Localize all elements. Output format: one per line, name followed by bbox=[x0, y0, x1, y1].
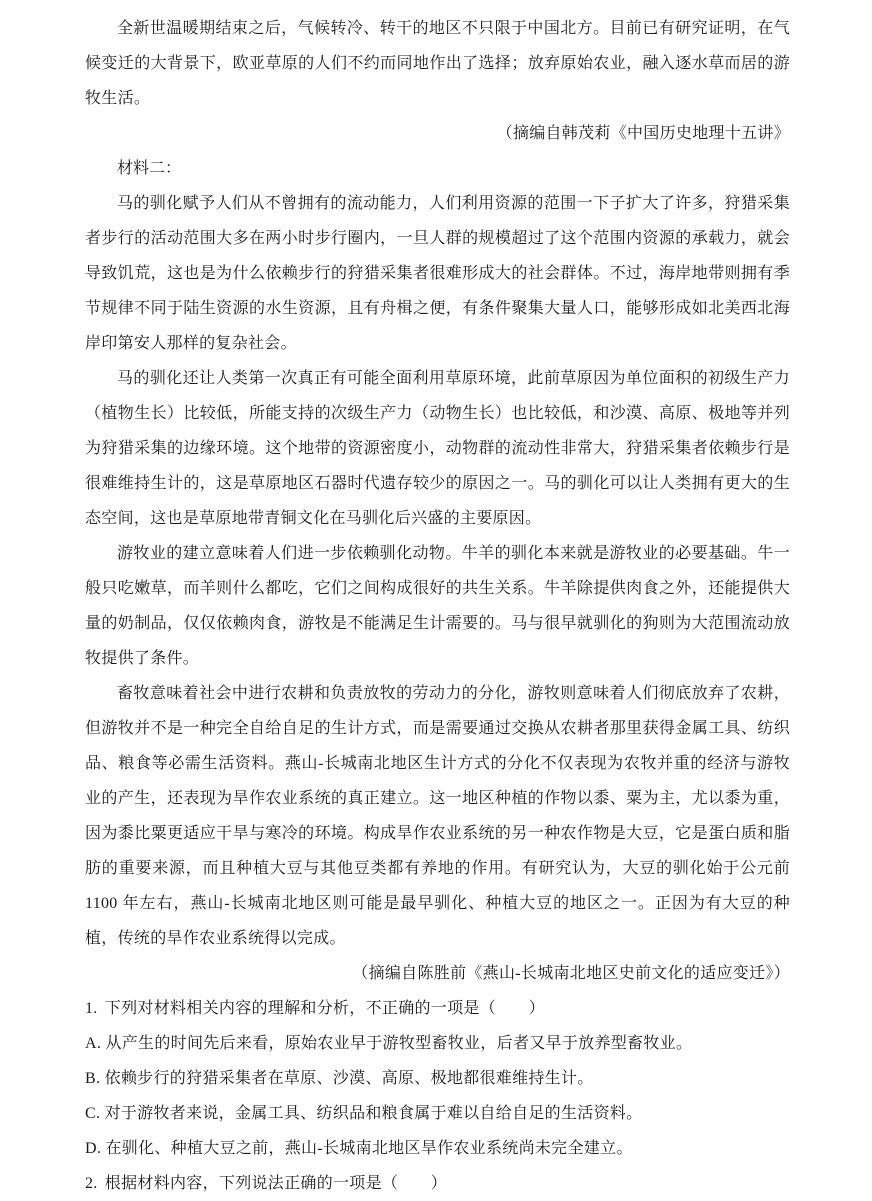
material-one-source-attribution: （摘编自韩茂莉《中国历史地理十五讲》 bbox=[496, 125, 790, 142]
material-two-source-attribution: （摘编自陈胜前《燕山-长城南北地区史前文化的适应变迁》） bbox=[352, 965, 790, 982]
material-two-paragraphs bbox=[85, 186, 790, 956]
material-one-closing-paragraph: 全新世温暖期结束之后，气候转冷、转干的地区不只限于中国北方。目前已有研究证明，在气候变迁的大背景下，欧亚草原的人们不约而同地作出了选择；放弃原始农业，融入逐水草而居的游牧生活。 bbox=[85, 20, 790, 107]
material-one-section bbox=[85, 11, 790, 151]
material-two-label: 材料二： bbox=[117, 160, 182, 177]
material-two-paragraph: 畜牧意味着社会中进行农耕和负责放牧的劳动力的分化，游牧则意味着人们彻底放弃了农耕，但游牧并不是一种完全自给自足的生计方式，而是需要通过交换从农耕者那里获得金属工具、纺织品、粮食等必需生活资料。燕山-长城南北地区生计方式的分化不仅表现为农牧并重的经济与游牧业的产生，还表现为旱作农业系统的真正建立。这一地区种植的作物以黍、粟为主，尤以黍为重，因为黍比粟更适应干旱与寒冷的环境。构成旱作农业系统的另一种农作物是大豆，它是蛋白质和脂肪的重要来源，而且种植大豆与其他豆类都有养地的作用。有研究认为，大豆的驯化始于公元前 1100 年左右，燕山-长城南北地区则可能是最早驯化、种植大豆的地区之一。正因为有大豆的种植，传统的旱作农业系统得以完成。 bbox=[85, 685, 790, 947]
question-1-option-a: A. 从产生的时间先后来看，原始农业早于游牧型畜牧业，后者又早于放养型畜牧业。 bbox=[85, 1035, 693, 1052]
question-1-stem bbox=[85, 991, 790, 1026]
question-2-number: 2. bbox=[85, 1175, 98, 1192]
question-2-stem bbox=[85, 1166, 790, 1201]
question-1-option-c: C. 对于游牧者来说，金属工具、纺织品和粮食属于难以自给自足的生活资料。 bbox=[85, 1105, 643, 1122]
question-2-text: 根据材料内容，下列说法正确的一项是（ ） bbox=[104, 1175, 448, 1192]
material-two-section bbox=[85, 151, 790, 991]
material-two-paragraph: 马的驯化赋予人们从不曾拥有的流动能力，人们利用资源的范围一下子扩大了许多，狩猎采集者步行的活动范围大多在两小时步行圈内，一旦人群的规模超过了这个范围内资源的承载力，就会导致饥荒，这也是为什么依赖步行的狩猎采集者很难形成大的社会群体。不过，海岸地带则拥有季节规律不同于陆生资源的水生资源，且有舟楫之便，有条件聚集大量人口，能够形成如北美西北海岸印第安人那样的复杂社会。 bbox=[85, 195, 790, 352]
questions-section bbox=[85, 991, 790, 1201]
question-1-option-d: D. 在驯化、种植大豆之前，燕山-长城南北地区旱作农业系统尚未完全建立。 bbox=[85, 1140, 633, 1157]
question-1-text: 下列对材料相关内容的理解和分析，不正确的一项是（ ） bbox=[104, 1000, 545, 1017]
question-1-number: 1. bbox=[85, 1000, 98, 1017]
question-1-option-b: B. 依赖步行的狩猎采集者在草原、沙漠、高原、极地都很难维持生计。 bbox=[85, 1070, 594, 1087]
material-two-paragraph: 马的驯化还让人类第一次真正有可能全面利用草原环境，此前草原因为单位面积的初级生产力（植物生长）比较低，所能支持的次级生产力（动物生长）也比较低，和沙漠、高原、极地等并列为狩猎采集的边缘环境。这个地带的资源密度小，动物群的流动性非常大，狩猎采集者依赖步行是很难维持生计的，这是草原地区石器时代遗存较少的原因之一。马的驯化可以让人类拥有更大的生态空间，这也是草原地带青铜文化在马驯化后兴盛的主要原因。 bbox=[85, 370, 790, 527]
material-two-paragraph: 游牧业的建立意味着人们进一步依赖驯化动物。牛羊的驯化本来就是游牧业的必要基础。牛一般只吃嫩草，而羊则什么都吃，它们之间构成很好的共生关系。牛羊除提供肉食之外，还能提供大量的奶制品，仅仅依赖肉食，游牧是不能满足生计需要的。马与很早就驯化的狗则为大范围流动放牧提供了条件。 bbox=[85, 545, 790, 667]
